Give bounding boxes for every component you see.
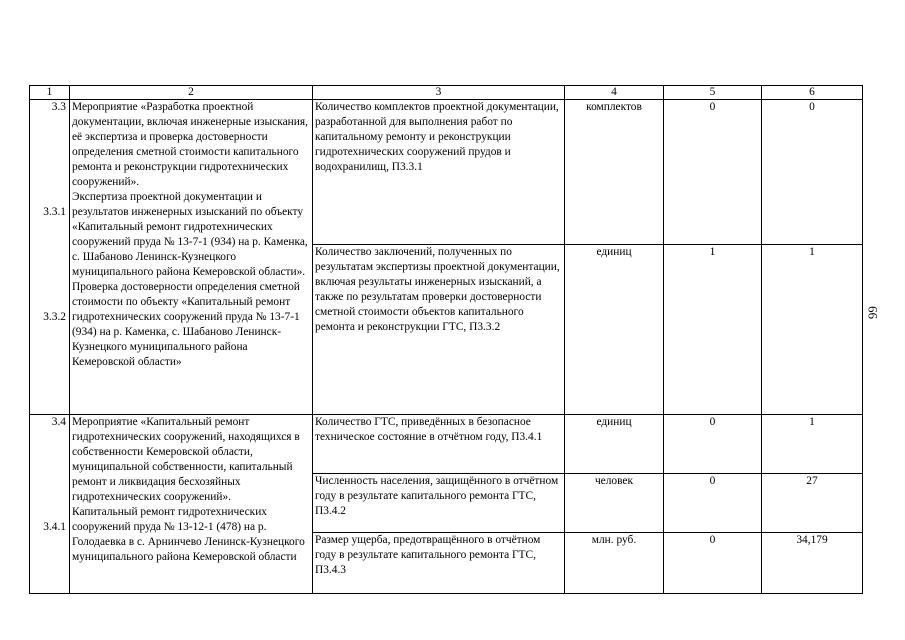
- indicator-value-5: 0: [664, 533, 762, 594]
- indicator-value-6: 34,179: [762, 533, 863, 594]
- header-cell-4: 4: [565, 86, 664, 100]
- indicator-value-5: 0: [664, 474, 762, 533]
- indicator-text: Количество комплектов проектной документации, разработанной для выполнения работ по капитальному ремонту и реконструкции гидротехнических сооружений прудов и водохранилищ, П3.3.1: [313, 100, 565, 245]
- row-numbers-cell: [30, 415, 70, 594]
- indicator-unit: млн. руб.: [565, 533, 664, 594]
- activity-text: Проверка достоверности определения сметной стоимости по объекту «Капитальный ремонт гидротехнических сооружений пруда № 13-7-1 (934) на р. Каменка, с. Шабаново Ленинск-Кузнецкого муниципального района Кемеровской области»: [72, 281, 300, 368]
- activity-description-cell: [70, 100, 313, 415]
- row-number: 3.3.2: [43, 311, 66, 323]
- header-cell-5: 5: [664, 86, 762, 100]
- indicator-value-6: 1: [762, 245, 863, 415]
- indicator-unit: человек: [565, 474, 664, 533]
- indicator-value-6: 27: [762, 474, 863, 533]
- indicator-value-6: 1: [762, 415, 863, 474]
- activity-text: Экспертиза проектной документации и результатов инженерных изысканий по объекту «Капитальный ремонт гидротехнических сооружений пруда № 13-7-1 (934) на р. Каменка, с. Шабаново Ленинск-Кузнецкого муниципального района Кемеровской области».: [72, 191, 308, 278]
- header-cell-1: 1: [30, 86, 70, 100]
- activity-text: Мероприятие «Капитальный ремонт гидротехнических сооружений, находящихся в собственности Кемеровской области, муниципальной собственности, капитальный ремонт и ликвидация бесхозяйных гидротехнических сооружений».: [72, 416, 300, 503]
- row-numbers-cell: [30, 100, 70, 415]
- header-cell-3: 3: [313, 86, 565, 100]
- indicator-text: Количество заключений, полученных по результатам экспертизы проектной документации, включая результаты инженерных изысканий, а также по результатам проверки достоверности сметной стоимости объектов капитального ремонта и реконструкции ГТС, П3.3.2: [313, 245, 565, 415]
- activity-description-cell: [70, 415, 313, 594]
- indicator-text: Численность населения, защищённого в отчётном году в результате капитального ремонта ГТС, П3.4.2: [313, 474, 565, 533]
- indicator-value-6: 0: [762, 100, 863, 245]
- row-number: 3.3.1: [43, 206, 66, 218]
- indicators-table: [29, 85, 863, 594]
- activity-text: Мероприятие «Разработка проектной документации, включая инженерные изыскания, её экспертиза и проверка достоверности определения сметной стоимости капитального ремонта и реконструкции гидротехнических сооружений».: [72, 101, 308, 188]
- indicator-value-5: 0: [664, 415, 762, 474]
- page-number: 66: [865, 306, 881, 319]
- header-cell-2: 2: [70, 86, 313, 100]
- indicator-value-5: 0: [664, 100, 762, 245]
- indicator-value-5: 1: [664, 245, 762, 415]
- table-row: [30, 415, 863, 474]
- header-cell-6: 6: [762, 86, 863, 100]
- table-row: [30, 100, 863, 245]
- indicator-unit: единиц: [565, 415, 664, 474]
- row-number: 3.3: [51, 101, 66, 113]
- row-number: 3.4.1: [43, 521, 66, 533]
- header-row: [30, 86, 863, 100]
- indicator-text: Размер ущерба, предотвращённого в отчётном году в результате капитального ремонта ГТС, П3.4.3: [313, 533, 565, 594]
- indicator-unit: комплектов: [565, 100, 664, 245]
- row-number: 3.4: [51, 416, 66, 428]
- activity-text: Капитальный ремонт гидротехнических сооружений пруда № 13-12-1 (478) на р. Голодаевка в с. Арнинчево Ленинск-Кузнецкого муниципального района Кемеровской области: [72, 506, 305, 563]
- indicator-unit: единиц: [565, 245, 664, 415]
- indicator-text: Количество ГТС, приведённых в безопасное техническое состояние в отчётном году, П3.4.1: [313, 415, 565, 474]
